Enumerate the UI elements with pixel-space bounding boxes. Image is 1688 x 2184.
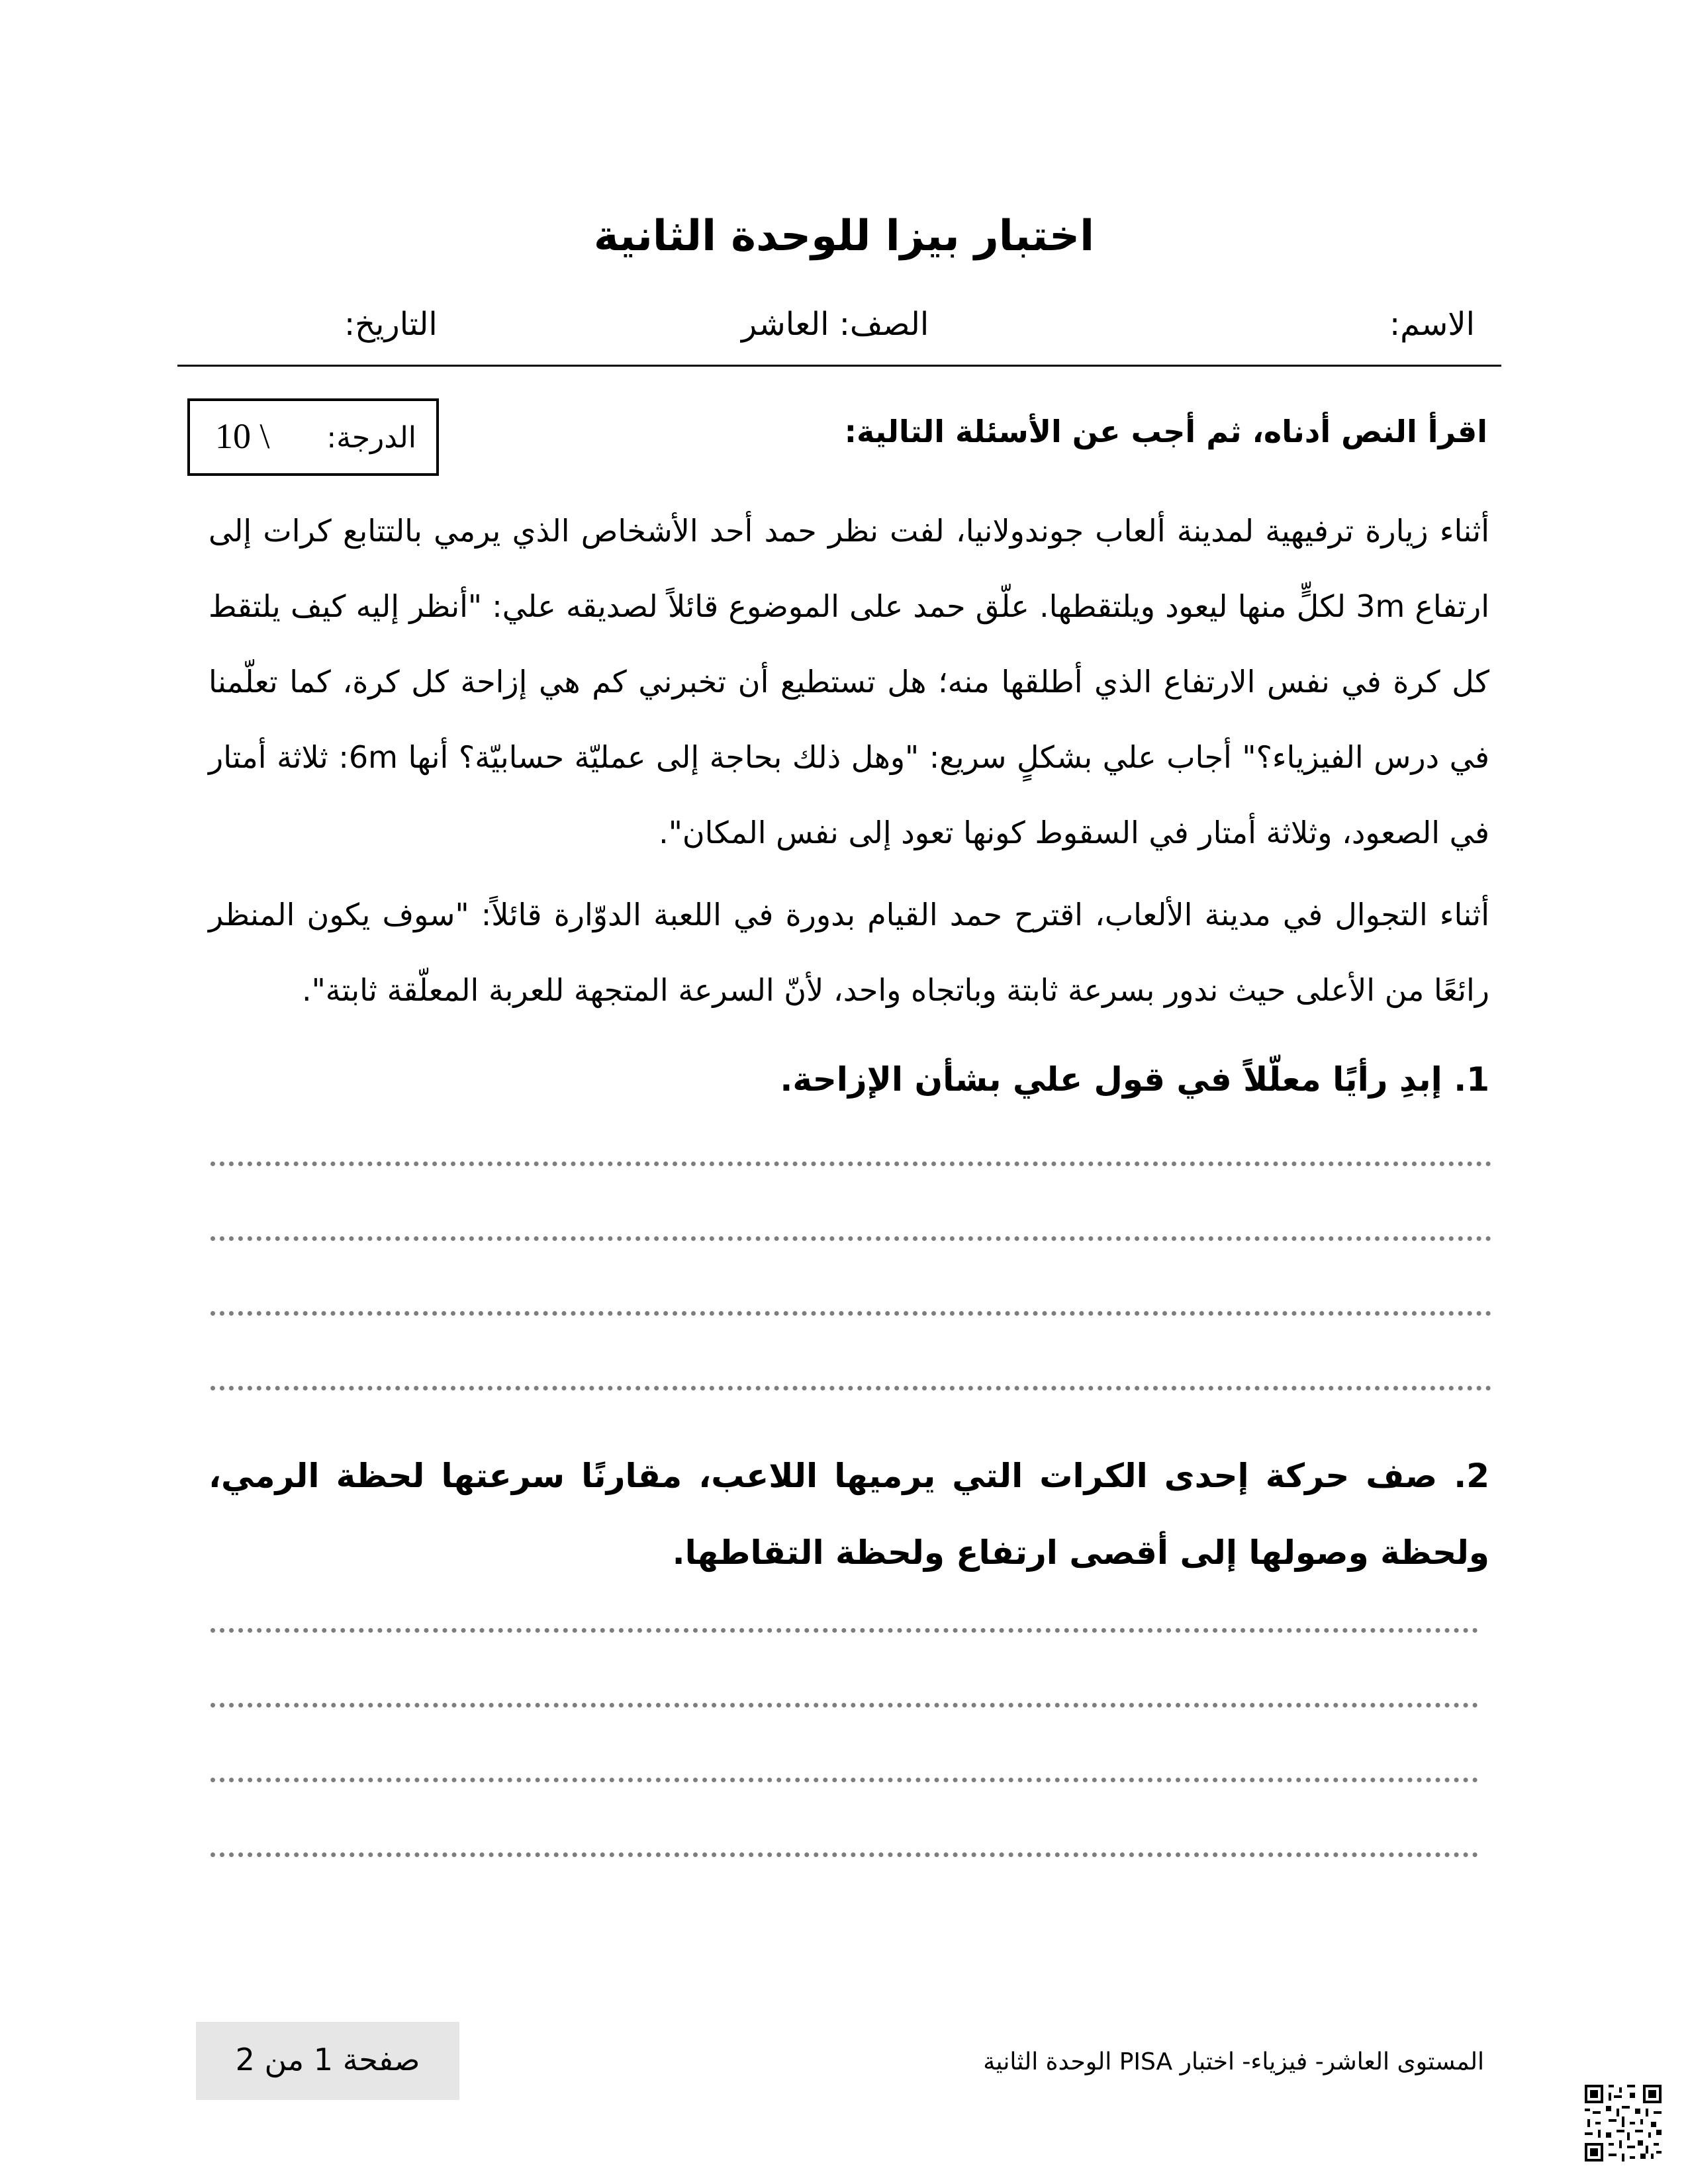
passage-paragraph-2: أثناء التجوال في مدينة الألعاب، اقترح حمد القيام بدورة في اللعبة الدوّارة قائلاً: "سوف يكون المنظر رائعًا من الأعلى حيث ندور بسرعة ثابتة وباتجاه واحد، لأنّ السرعة المتجهة للعربة المعلّقة ثابتة". xyxy=(209,897,1489,1008)
answer-line[interactable] xyxy=(211,1386,1491,1390)
qr-code-icon xyxy=(1585,2085,1662,2161)
answer-line[interactable] xyxy=(211,1236,1491,1241)
page-title: اختبار بيزا للوحدة الثانية xyxy=(593,212,1095,261)
answer-line[interactable] xyxy=(211,1311,1491,1316)
answer-line[interactable] xyxy=(211,1628,1478,1633)
question-1-number: 1. xyxy=(1454,1060,1489,1099)
question-1-text: إبدِ رأيًا معلّلاً في قول علي بشأن الإزاحة. xyxy=(780,1060,1442,1099)
answer-line[interactable] xyxy=(211,1778,1478,1782)
grade-value: 10 \ xyxy=(215,416,270,456)
class-label: الصف: العاشر xyxy=(741,306,929,343)
answer-line[interactable] xyxy=(211,1852,1478,1857)
passage-paragraph-1: أثناء زيارة ترفيهية لمدينة ألعاب جوندولانيا، لفت نظر حمد أحد الأشخاص الذي يرمي بالتتابع كرات إلى ارتفاع 3m لكلٍّ منها ليعود ويلتقطها. علّق حمد على الموضوع قائلاً لصديقه علي: "أنظر إليه كيف يلتقط كل كرة في نفس الارتفاع الذي أطلقها منه؛ هل تستطيع أن تخبرني كم هي إزاحة كل كرة، كما تعلّمنا في درس الفيزياء؟" أجاب علي بشكلٍ سريع: "وهل ذلك بحاجة إلى عمليّة حسابيّة؟ أنها 6m: ثلاثة أمتار في الصعود، وثلاثة أمتار في السقوط كونها تعود إلى نفس المكان". xyxy=(209,513,1490,850)
question-2-text: صف حركة إحدى الكرات التي يرميها اللاعب، مقارنًا سرعتها لحظة الرمي، ولحظة وصولها إلى أقصى ارتفاع ولحظة التقاطها. xyxy=(209,1457,1489,1572)
instruction-text: اقرأ النص أدناه، ثم أجب عن الأسئلة التالية: xyxy=(844,414,1487,449)
page-number: صفحة 1 من 2 xyxy=(235,2042,420,2077)
footer-course-title: المستوى العاشر- فيزياء- اختبار PISA الوحدة الثانية xyxy=(983,2048,1484,2075)
answer-line[interactable] xyxy=(211,1703,1478,1707)
question-2-number: 2. xyxy=(1454,1457,1489,1495)
question-2 xyxy=(209,1437,1489,1591)
grade-label: الدرجة: xyxy=(326,421,416,455)
name-label: الاسم: xyxy=(1389,306,1475,343)
header-divider xyxy=(177,365,1501,367)
date-label: التاريخ: xyxy=(344,306,438,343)
question-1 xyxy=(780,1041,1489,1118)
answer-line[interactable] xyxy=(211,1161,1491,1166)
page-number-box xyxy=(196,2022,459,2100)
grade-box xyxy=(187,398,439,476)
